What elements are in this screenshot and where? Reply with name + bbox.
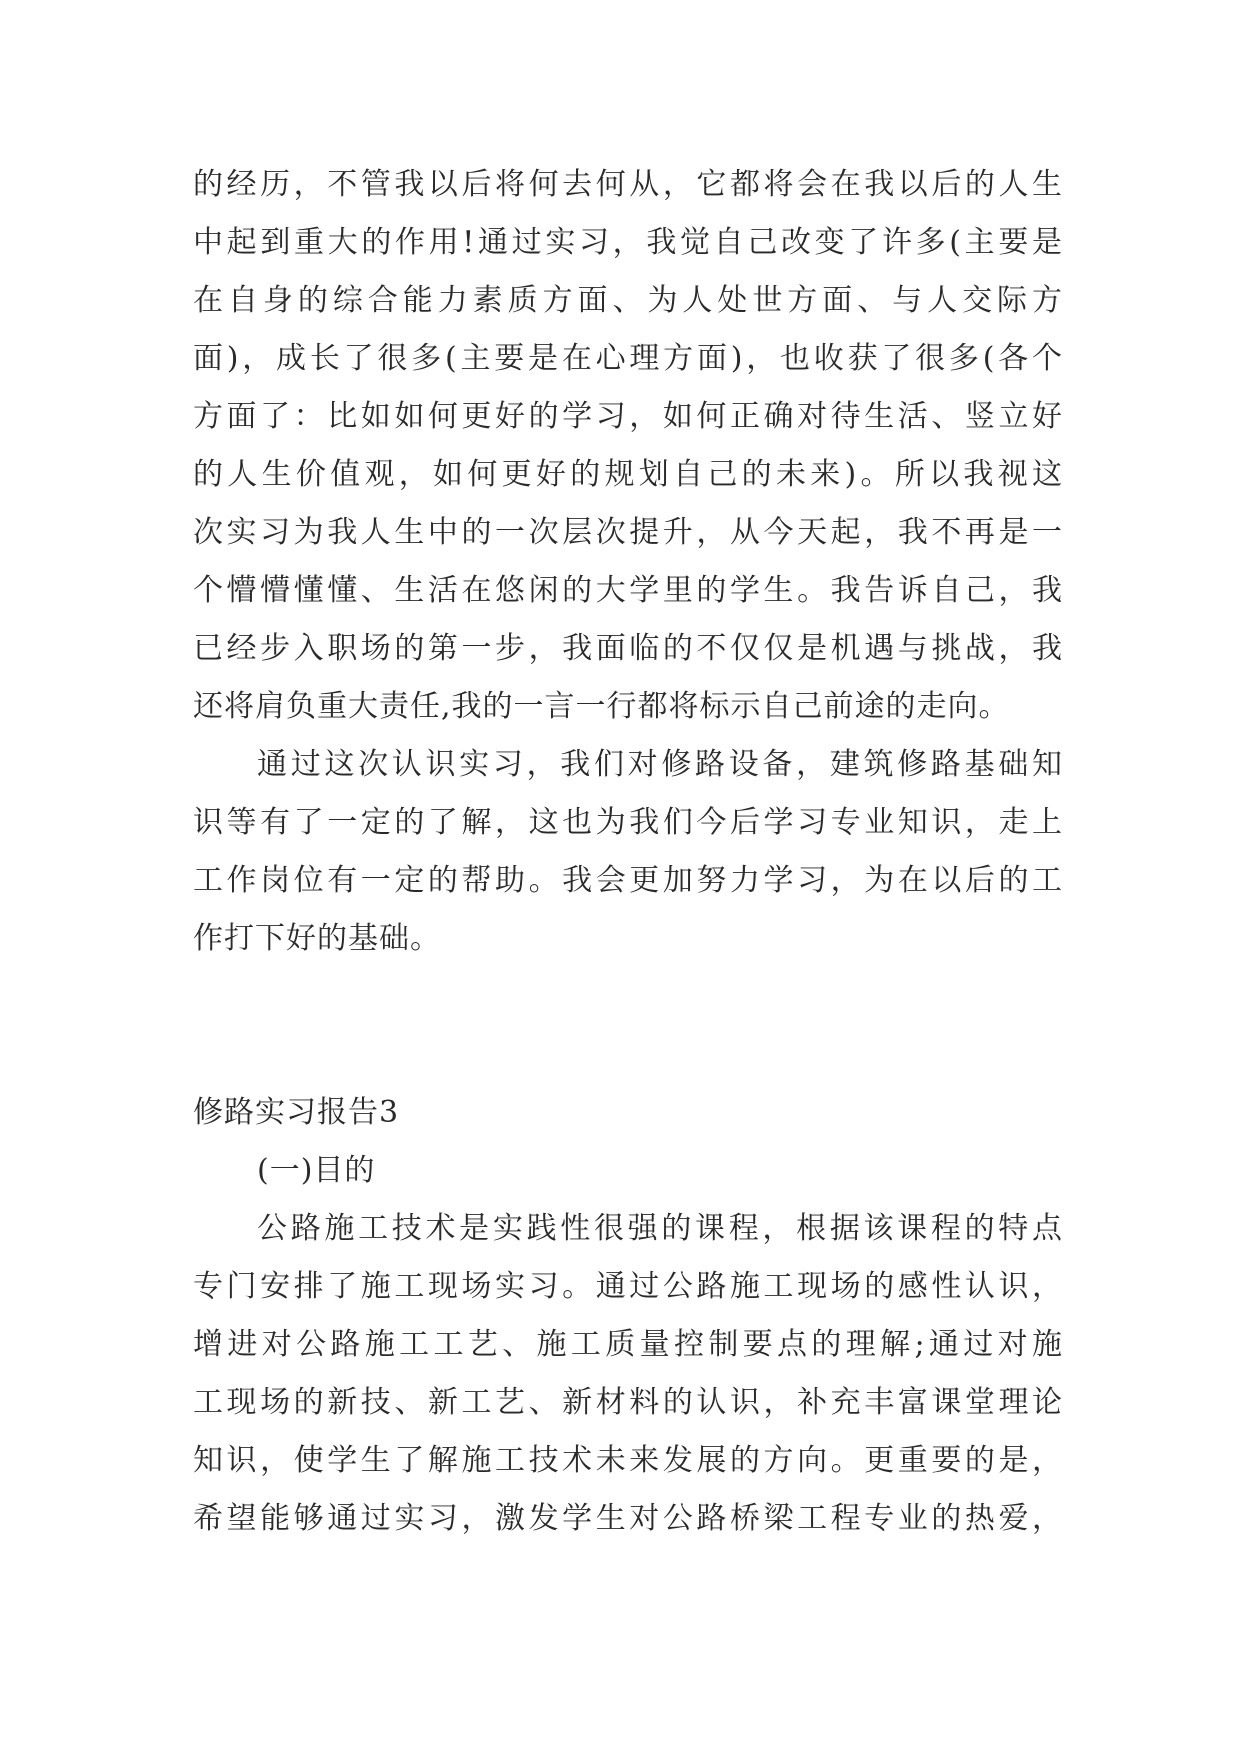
paragraph-conclusion [193, 736, 1063, 968]
section-title [193, 1084, 1063, 1142]
text-line: 个懵懵懂懂、生活在悠闲的大学里的学生。我告诉自己，我 [193, 573, 1063, 608]
text-line: 的人生价值观，如何更好的规划自己的未来)。所以我视这 [193, 457, 1063, 492]
text-line: 通过这次认识实习，我们对修路设备，建筑修路基础知 [257, 747, 1063, 782]
text-line: 公路施工技术是实践性很强的课程，根据该课程的特点 [257, 1211, 1063, 1246]
text-line: 作打下好的基础。 [193, 921, 441, 956]
text-line: 的经历，不管我以后将何去何从，它都将会在我以后的人生 [193, 167, 1063, 202]
text-line: 中起到重大的作用!通过实习，我觉自己改变了许多(主要是 [193, 225, 1063, 260]
paragraph-purpose [193, 1200, 1063, 1548]
text-line: 工作岗位有一定的帮助。我会更加努力学习，为在以后的工 [193, 863, 1063, 898]
text-line: 增进对公路施工工艺、施工质量控制要点的理解;通过对施 [193, 1327, 1063, 1362]
text-line: 识等有了一定的了解，这也为我们今后学习专业知识，走上 [193, 805, 1063, 840]
text-line: 工现场的新技、新工艺、新材料的认识，补充丰富课堂理论 [193, 1385, 1063, 1420]
text-line: 在自身的综合能力素质方面、为人处世方面、与人交际方 [193, 283, 1063, 318]
subheading-text: (一)目的 [257, 1153, 376, 1188]
subheading-purpose [193, 1142, 1063, 1200]
text-line: 方面了：比如如何更好的学习，如何正确对待生活、竖立好 [193, 399, 1063, 434]
text-line: 知识，使学生了解施工技术未来发展的方向。更重要的是， [193, 1443, 1063, 1478]
text-line: 希望能够通过实习，激发学生对公路桥梁工程专业的热爱， [193, 1501, 1063, 1536]
text-line: 专门安排了施工现场实习。通过公路施工现场的感性认识， [193, 1269, 1063, 1304]
text-line: 已经步入职场的第一步，我面临的不仅仅是机遇与挑战，我 [193, 631, 1063, 666]
section-title-text: 修路实习报告3 [193, 1095, 400, 1130]
text-line: 面)，成长了很多(主要是在心理方面)，也收获了很多(各个 [193, 341, 1063, 376]
text-line: 还将肩负重大责任,我的一言一行都将标示自己前途的走向。 [193, 689, 1010, 724]
paragraph-reflection [193, 156, 1063, 736]
text-line: 次实习为我人生中的一次层次提升，从今天起，我不再是一 [193, 515, 1063, 550]
